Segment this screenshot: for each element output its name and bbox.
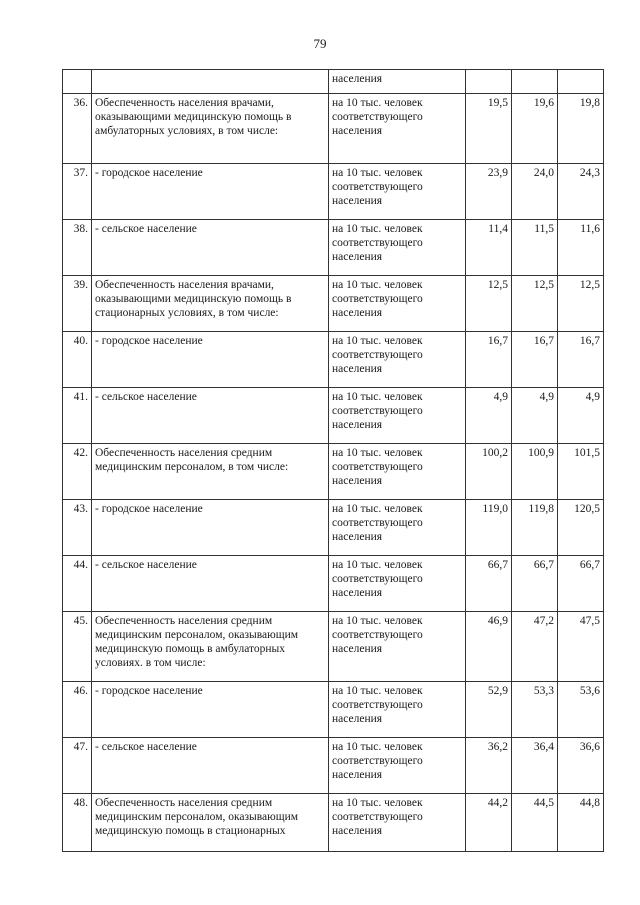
unit-of-measure: на 10 тыс. человек соответствующего населения (329, 500, 466, 556)
indicator-name: - сельское население (92, 738, 329, 794)
table-row (63, 794, 604, 852)
row-number: 36. (63, 94, 92, 164)
table-row-continuation (63, 70, 604, 94)
indicator-name: - сельское население (92, 388, 329, 444)
indicator-name: Обеспеченность населения средним медицинским персоналом, оказывающим медицинскую помощь в стационарных (92, 794, 329, 852)
value-year-2: 16,7 (512, 332, 558, 388)
indicator-name: Обеспеченность населения средним медицинским персоналом, в том числе: (92, 444, 329, 500)
unit-of-measure: на 10 тыс. человек соответствующего населения (329, 738, 466, 794)
table-row (63, 444, 604, 500)
value-year-2: 11,5 (512, 220, 558, 276)
table-row (63, 500, 604, 556)
table-row (63, 332, 604, 388)
value-year-2: 24,0 (512, 164, 558, 220)
indicator-name: Обеспеченность населения врачами, оказывающими медицинскую помощь в стационарных условиях, в том числе: (92, 276, 329, 332)
unit-of-measure: на 10 тыс. человек соответствующего населения (329, 164, 466, 220)
row-number: 40. (63, 332, 92, 388)
indicator-name: - городское население (92, 500, 329, 556)
table-row (63, 276, 604, 332)
table-row (63, 738, 604, 794)
value-year-2 (512, 70, 558, 94)
unit-of-measure: на 10 тыс. человек соответствующего населения (329, 682, 466, 738)
value-year-1: 11,4 (466, 220, 512, 276)
unit-of-measure: на 10 тыс. человек соответствующего населения (329, 388, 466, 444)
row-number: 44. (63, 556, 92, 612)
value-year-1: 19,5 (466, 94, 512, 164)
table-row (63, 556, 604, 612)
value-year-1: 44,2 (466, 794, 512, 852)
table-row (63, 612, 604, 682)
indicator-name (92, 70, 329, 94)
unit-of-measure: на 10 тыс. человек соответствующего населения (329, 332, 466, 388)
table-row (63, 164, 604, 220)
value-year-2: 100,9 (512, 444, 558, 500)
row-number (63, 70, 92, 94)
value-year-3: 44,8 (558, 794, 604, 852)
value-year-1: 4,9 (466, 388, 512, 444)
row-number: 41. (63, 388, 92, 444)
value-year-2: 19,6 (512, 94, 558, 164)
indicator-name: - городское население (92, 332, 329, 388)
value-year-3: 101,5 (558, 444, 604, 500)
value-year-3: 24,3 (558, 164, 604, 220)
row-number: 38. (63, 220, 92, 276)
table-row (63, 682, 604, 738)
indicator-name: - городское население (92, 164, 329, 220)
unit-of-measure: на 10 тыс. человек соответствующего населения (329, 94, 466, 164)
value-year-1: 119,0 (466, 500, 512, 556)
row-number: 43. (63, 500, 92, 556)
value-year-2: 53,3 (512, 682, 558, 738)
value-year-1: 12,5 (466, 276, 512, 332)
value-year-1: 16,7 (466, 332, 512, 388)
indicator-name: - сельское население (92, 220, 329, 276)
value-year-3: 47,5 (558, 612, 604, 682)
value-year-1: 23,9 (466, 164, 512, 220)
value-year-2: 36,4 (512, 738, 558, 794)
value-year-2: 44,5 (512, 794, 558, 852)
value-year-1: 52,9 (466, 682, 512, 738)
value-year-3 (558, 70, 604, 94)
row-number: 46. (63, 682, 92, 738)
unit-of-measure: на 10 тыс. человек соответствующего населения (329, 612, 466, 682)
unit-of-measure: населения (329, 70, 466, 94)
row-number: 42. (63, 444, 92, 500)
value-year-2: 4,9 (512, 388, 558, 444)
table-row (63, 388, 604, 444)
indicator-name: Обеспеченность населения врачами, оказывающими медицинскую помощь в амбулаторных условиях, в том числе: (92, 94, 329, 164)
unit-of-measure: на 10 тыс. человек соответствующего населения (329, 794, 466, 852)
value-year-3: 16,7 (558, 332, 604, 388)
page-number: 79 (313, 36, 327, 51)
value-year-3: 66,7 (558, 556, 604, 612)
unit-of-measure: на 10 тыс. человек соответствующего населения (329, 556, 466, 612)
table-row (63, 94, 604, 164)
value-year-1: 100,2 (466, 444, 512, 500)
unit-of-measure: на 10 тыс. человек соответствующего населения (329, 276, 466, 332)
value-year-3: 53,6 (558, 682, 604, 738)
value-year-1: 66,7 (466, 556, 512, 612)
value-year-3: 4,9 (558, 388, 604, 444)
value-year-3: 11,6 (558, 220, 604, 276)
value-year-1: 36,2 (466, 738, 512, 794)
value-year-2: 66,7 (512, 556, 558, 612)
row-number: 37. (63, 164, 92, 220)
value-year-1: 46,9 (466, 612, 512, 682)
value-year-3: 120,5 (558, 500, 604, 556)
row-number: 48. (63, 794, 92, 852)
row-number: 47. (63, 738, 92, 794)
indicator-name: - городское население (92, 682, 329, 738)
value-year-2: 12,5 (512, 276, 558, 332)
indicators-table (62, 69, 604, 852)
indicator-name: Обеспеченность населения средним медицинским персоналом, оказывающим медицинскую помощь в амбулаторных условиях. в том числе: (92, 612, 329, 682)
value-year-3: 12,5 (558, 276, 604, 332)
unit-of-measure: на 10 тыс. человек соответствующего населения (329, 444, 466, 500)
row-number: 45. (63, 612, 92, 682)
indicator-name: - сельское население (92, 556, 329, 612)
value-year-3: 19,8 (558, 94, 604, 164)
row-number: 39. (63, 276, 92, 332)
value-year-3: 36,6 (558, 738, 604, 794)
table-row (63, 220, 604, 276)
unit-of-measure: на 10 тыс. человек соответствующего населения (329, 220, 466, 276)
value-year-2: 47,2 (512, 612, 558, 682)
value-year-1 (466, 70, 512, 94)
value-year-2: 119,8 (512, 500, 558, 556)
